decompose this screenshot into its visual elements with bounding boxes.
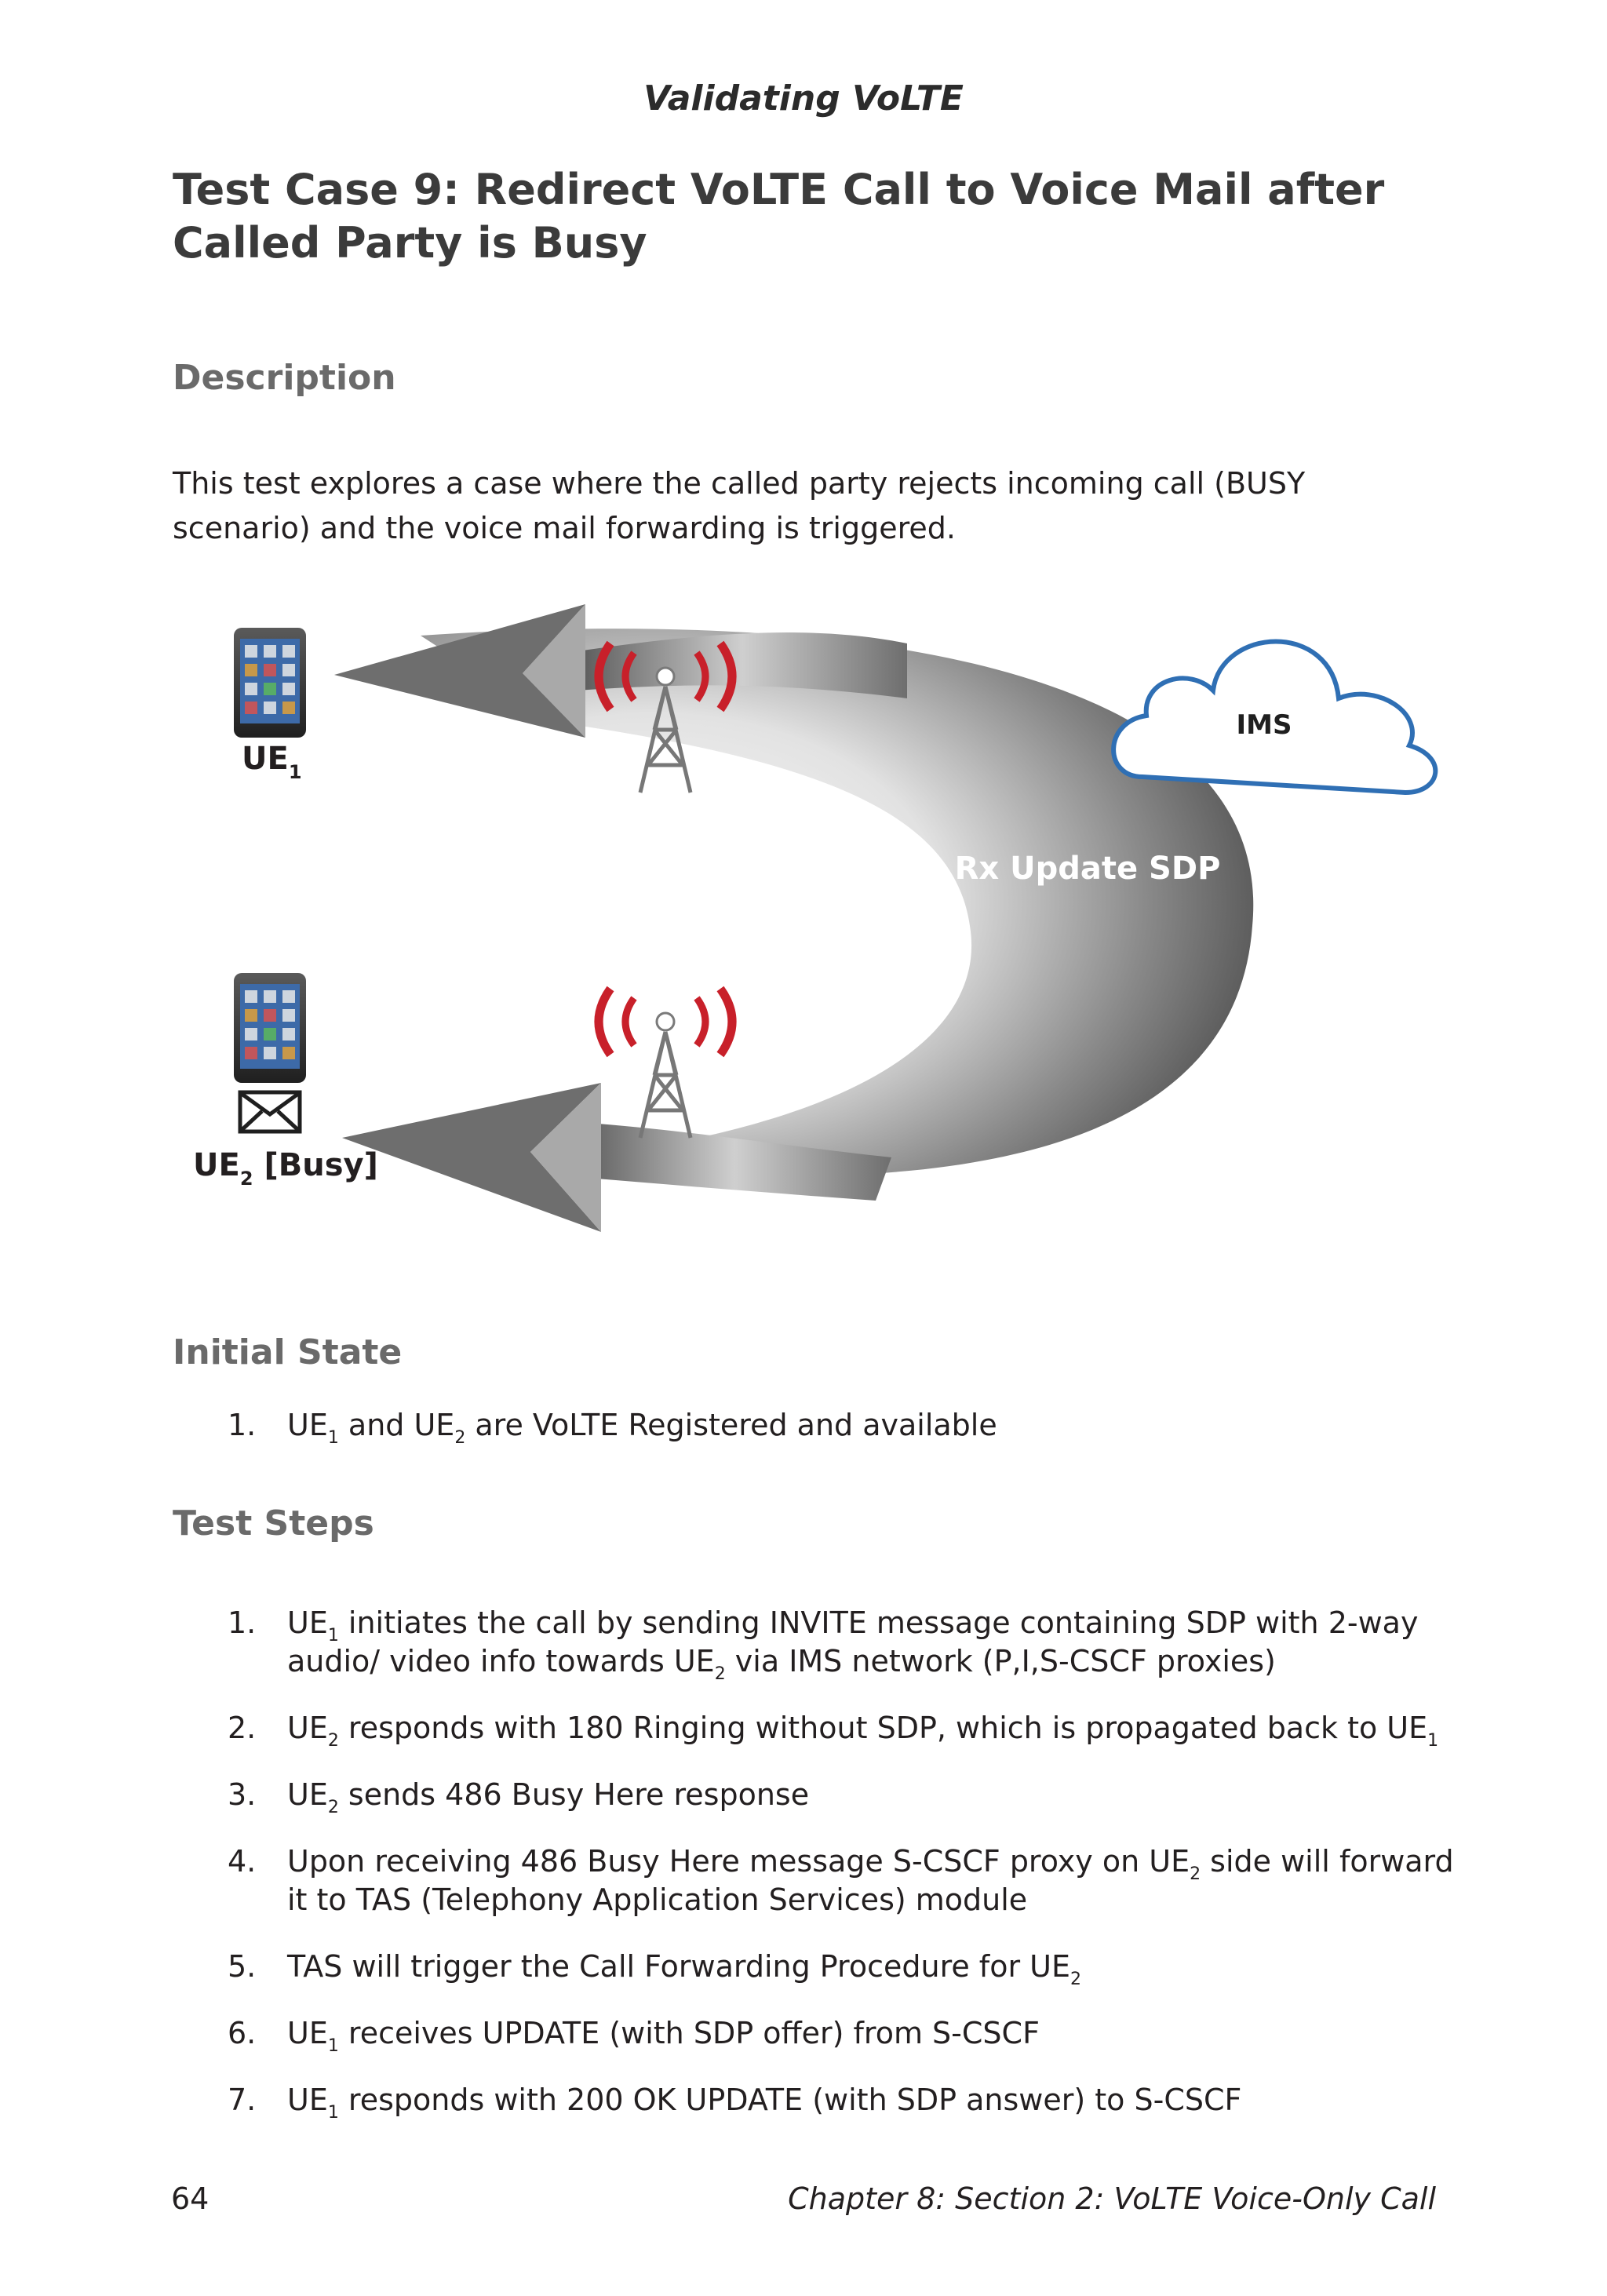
smartphone-icon (234, 628, 306, 738)
list-number: 1. (228, 1408, 257, 1442)
description-heading: Description (173, 358, 396, 398)
list-item: 5. TAS will trigger the Call Forwarding Procedure for $UE_2$ (228, 1949, 1081, 1989)
initial-state-heading: Initial State (173, 1332, 403, 1372)
ue2-label: $UE_2$ [Busy] (193, 1147, 378, 1190)
list-number: 1. (228, 1605, 257, 1640)
list-number: 3. (228, 1777, 257, 1812)
smartphone-icon (234, 973, 306, 1083)
chapter-footer: Chapter 8: Section 2: VoLTE Voice-Only Call (788, 2181, 1436, 2216)
ims-label: IMS (1236, 709, 1292, 741)
list-item: 2. $UE_2$ responds with 180 Ringing without SDP, which is propagated back to $UE_1$ (228, 1711, 1439, 1751)
list-number: 4. (228, 1844, 257, 1879)
list-number: 5. (228, 1949, 257, 1984)
list-item: 1. $UE_1$ and $UE_2$ are VoLTE Registered and available (228, 1408, 997, 1448)
cloud-icon (1113, 642, 1435, 793)
cell-tower-icon (599, 989, 732, 1138)
description-text: This test explores a case where the called party rejects incoming call (BUSY scenario) and the voice mail forwarding is triggered. (173, 466, 1306, 545)
arrow-to-ue2 (342, 1083, 891, 1232)
running-head: Validating VoLTE (643, 78, 964, 118)
list-item: 7. $UE_1$ responds with 200 OK UPDATE (with SDP answer) to S-CSCF (228, 2083, 1242, 2123)
list-number: 7. (228, 2083, 257, 2117)
ue1-label: $UE_1$ (242, 741, 302, 783)
list-item: 4. Upon receiving 486 Busy Here message S-CSCF proxy on $UE_2$ side will forward it to TAS (Telephony Application Services) module (228, 1844, 1454, 1917)
list-item: 6. $UE_1$ receives UPDATE (with SDP offer) from S-CSCF (228, 2016, 1040, 2056)
initial-state-list (173, 1406, 1459, 1448)
list-number: 6. (228, 2016, 257, 2050)
list-number: 2. (228, 1711, 257, 1745)
list-item: 3. $UE_2$ sends 486 Busy Here response (228, 1777, 810, 1817)
list-item: 1. $UE_1$ initiates the call by sending INVITE message containing SDP with 2-way audio/ video info towards $UE_2$ via IMS network (P,I,S-CSCF proxies) (228, 1605, 1419, 1684)
call-flow-diagram (185, 581, 1453, 1287)
test-steps-list (173, 1604, 1459, 2123)
page-number: 64 (171, 2181, 210, 2216)
test-steps-heading: Test Steps (173, 1503, 374, 1543)
call-flow-figure (185, 581, 1453, 1287)
envelope-icon (240, 1092, 300, 1132)
flow-label: Rx Update SDP (954, 851, 1221, 887)
page-title: Test Case 9: Redirect VoLTE Call to Voice Mail after Called Party is Busy (173, 165, 1385, 268)
